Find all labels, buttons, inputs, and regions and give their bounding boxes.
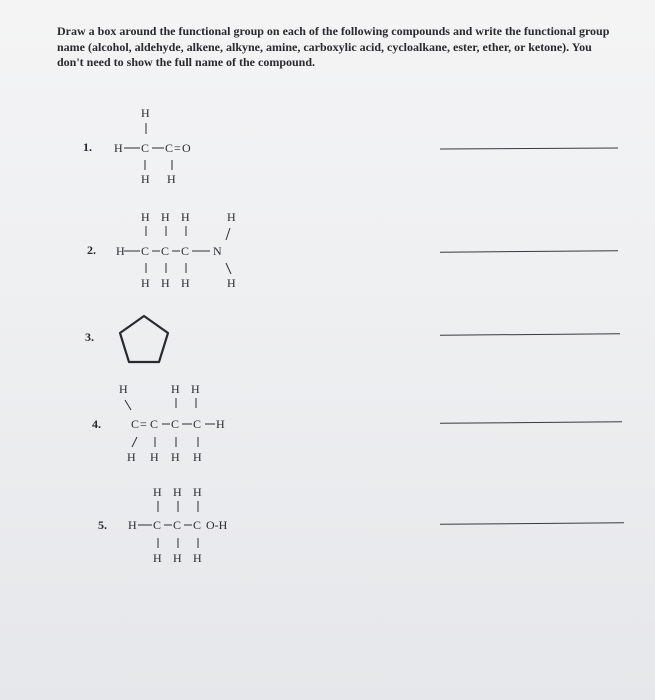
atom-h: H bbox=[153, 485, 162, 499]
atom-h: H bbox=[141, 210, 150, 224]
atom-c: C bbox=[193, 518, 202, 532]
atom-h: H bbox=[116, 244, 125, 258]
atom-h: H bbox=[119, 382, 128, 396]
atom-h: H bbox=[141, 106, 150, 120]
atom-h: H bbox=[227, 210, 236, 224]
atom-h: H bbox=[153, 551, 162, 565]
instructions-text: Draw a box around the functional group on each of the following compounds and write the functional group name (alcohol, aldehyde, alkene, alkyne, amine, carboxylic acid, cycloalkane, ester, ether, or ketone). You don't need to show the full name of the compound. bbox=[57, 24, 610, 70]
atom-h: H bbox=[173, 485, 182, 499]
atom-h: H bbox=[171, 450, 180, 464]
atom-c: C bbox=[171, 417, 180, 431]
bond-line bbox=[125, 400, 131, 410]
atom-o: O bbox=[182, 141, 191, 155]
atom-h: H bbox=[193, 485, 202, 499]
atom-h: H bbox=[141, 276, 150, 290]
atom-h: H bbox=[216, 417, 225, 431]
atom-h: H bbox=[128, 518, 137, 532]
atom-h: H bbox=[167, 172, 176, 186]
atom-c: C bbox=[161, 244, 170, 258]
atom-h: H bbox=[114, 141, 123, 155]
atom-h: H bbox=[181, 210, 190, 224]
double-bond: = bbox=[140, 417, 147, 431]
double-bond: = bbox=[174, 141, 181, 155]
question-number-4: 4. bbox=[92, 417, 101, 431]
atom-c: C bbox=[141, 141, 150, 155]
atom-c: C bbox=[165, 141, 174, 155]
atom-h: H bbox=[141, 172, 150, 186]
atom-h: H bbox=[193, 551, 202, 565]
question-number-1: 1. bbox=[83, 140, 92, 154]
atom-h: H bbox=[227, 276, 236, 290]
atom-c: C bbox=[141, 244, 150, 258]
cyclopentane-ring bbox=[120, 316, 168, 362]
atom-h: H bbox=[150, 450, 159, 464]
bond-line bbox=[226, 263, 231, 274]
atom-c: C bbox=[131, 417, 140, 431]
atom-c: C bbox=[150, 417, 159, 431]
bond-line bbox=[226, 228, 230, 240]
atom-h: H bbox=[191, 382, 200, 396]
atom-h: H bbox=[181, 276, 190, 290]
hydroxyl-group: O-H bbox=[206, 518, 228, 532]
question-number-2: 2. bbox=[87, 243, 96, 257]
question-number-3: 3. bbox=[85, 330, 94, 344]
question-number-5: 5. bbox=[98, 518, 107, 532]
atom-h: H bbox=[173, 551, 182, 565]
atom-h: H bbox=[127, 450, 136, 464]
bond-line bbox=[132, 437, 137, 447]
atom-h: H bbox=[193, 450, 202, 464]
atom-h: H bbox=[171, 382, 180, 396]
atom-c: C bbox=[193, 417, 202, 431]
atom-c: C bbox=[173, 518, 182, 532]
atom-c: C bbox=[153, 518, 162, 532]
atom-c: C bbox=[181, 244, 190, 258]
atom-h: H bbox=[161, 210, 170, 224]
atom-n: N bbox=[213, 244, 222, 258]
atom-h: H bbox=[161, 276, 170, 290]
